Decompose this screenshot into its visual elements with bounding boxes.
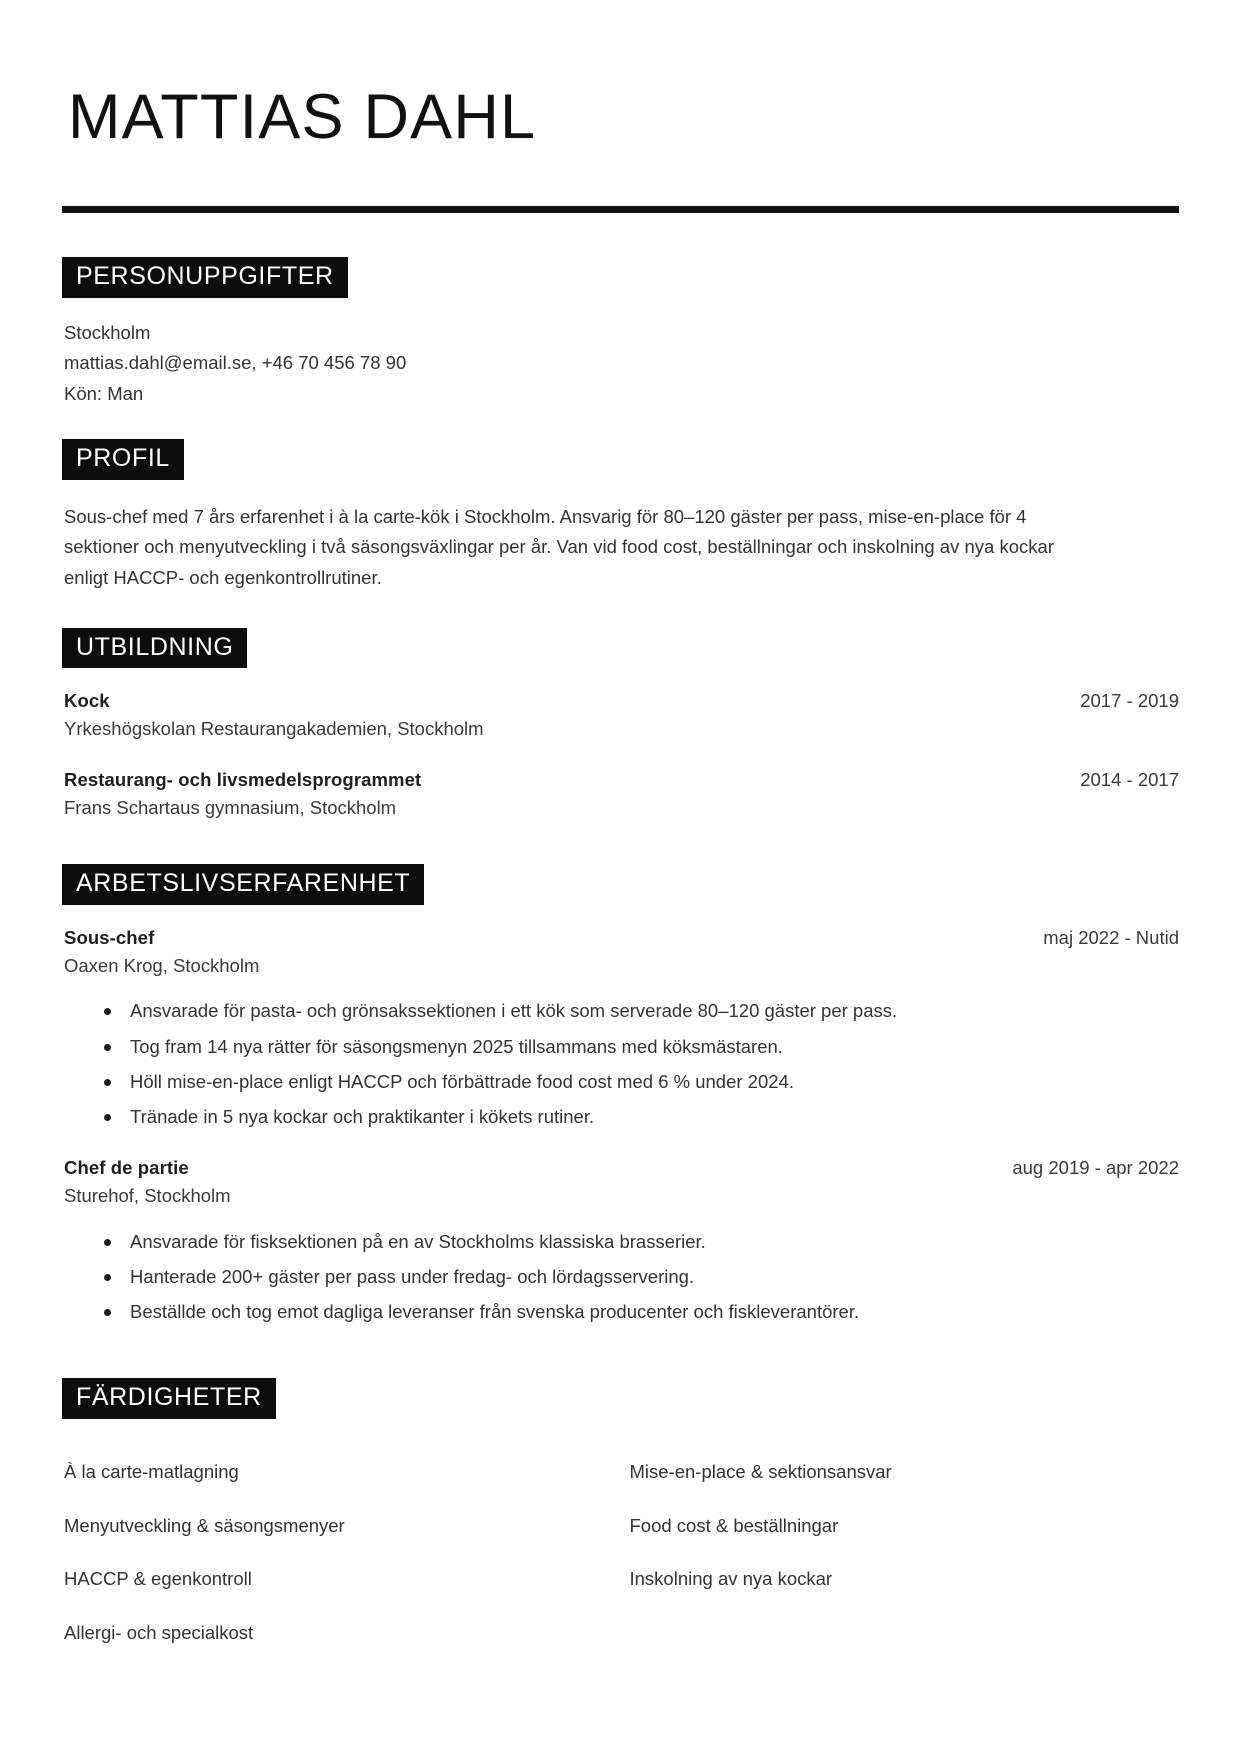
- profile-summary-text: Sous-chef med 7 års erfarenhet i à la carte-kök i Stockholm. Ansvarig för 80–120 gäster per pass, mise-en-place för 4 sektioner och menyutveckling i två säsongsväxlingar per år. Van vid food cost, beställningar och inskolning av nya kockar enligt HACCP- och egenkontrollrutiner.: [64, 505, 1054, 589]
- section-profile: [62, 439, 1179, 594]
- education-entries: [62, 690, 1179, 822]
- experience-company: Oaxen Krog, Stockholm: [64, 954, 260, 976]
- list-item: Hanterade 200+ gäster per pass under fredag- och lördagsservering.: [104, 1263, 1179, 1291]
- layout-spacer: [62, 1352, 1179, 1378]
- section-heading-experience: ARBETSLIVSERFARENHET: [62, 864, 424, 905]
- list-item: Tränade in 5 nya kockar och praktikanter i kökets rutiner.: [104, 1103, 1179, 1131]
- list-item: Tog fram 14 nya rätter för säsongsmenyn 2025 tillsammans med köksmästaren.: [104, 1033, 1179, 1061]
- section-heading-skills: FÄRDIGHETER: [62, 1378, 276, 1419]
- experience-company: Sturehof, Stockholm: [64, 1184, 231, 1206]
- education-entry-header: [64, 769, 1179, 791]
- list-item: Ansvarade för pasta- och grönsakssektionen i ett kök som serverade 80–120 gäster per pass.: [104, 997, 1179, 1025]
- experience-date-range: aug 2019 - apr 2022: [1012, 1156, 1179, 1178]
- experience-job-title: Chef de partie: [64, 1156, 189, 1178]
- skill-item: HACCP & egenkontroll: [64, 1568, 252, 1590]
- skill-item: Mise-en-place & sektionsansvar: [629, 1460, 892, 1482]
- contact-gender: Kön: Man: [64, 382, 144, 404]
- skill-item: Menyutveckling & säsongsmenyer: [64, 1514, 345, 1536]
- page-title: MATTIAS DAHL: [68, 82, 537, 152]
- education-institution: Yrkeshögskolan Restaurangakademien, Stockholm: [64, 718, 484, 740]
- experience-entry: [64, 927, 1179, 1131]
- education-entry: [64, 690, 1179, 743]
- experience-entries: [62, 927, 1179, 1326]
- section-heading-education: UTBILDNING: [62, 628, 247, 669]
- profile-block: [62, 502, 1062, 594]
- layout-spacer: [62, 848, 1179, 864]
- header-divider: [62, 206, 1179, 213]
- contact-email-phone: mattias.dahl@email.se, +46 70 456 78 90: [64, 352, 407, 374]
- section-heading-personal: PERSONUPPGIFTER: [62, 257, 348, 298]
- skill-item: Allergi- och specialkost: [64, 1622, 254, 1643]
- section-skills: [62, 1378, 1179, 1660]
- section-heading-profile: PROFIL: [62, 439, 184, 480]
- section-personal-details: [62, 257, 1179, 409]
- list-item: Höll mise-en-place enligt HACCP och förbättrade food cost med 6 % under 2024.: [104, 1068, 1179, 1096]
- experience-entry-header: [64, 1157, 1179, 1179]
- education-degree-title: Restaurang- och livsmedelsprogrammet: [64, 769, 422, 791]
- skill-item: Inskolning av nya kockar: [629, 1568, 833, 1590]
- experience-entry-header: [64, 927, 1179, 949]
- section-education: [62, 628, 1179, 822]
- education-degree-title: Kock: [64, 690, 110, 712]
- education-entry-header: [64, 690, 1179, 712]
- skill-item: Food cost & beställningar: [629, 1514, 839, 1536]
- experience-job-title: Sous-chef: [64, 926, 155, 948]
- experience-bullet-list: [64, 997, 1179, 1130]
- skill-item: À la carte-matlagning: [64, 1460, 239, 1482]
- education-date-range: 2014 - 2017: [1080, 769, 1179, 791]
- experience-entry: [64, 1157, 1179, 1326]
- skills-grid: [62, 1445, 1179, 1660]
- education-entry: [64, 769, 1179, 822]
- section-work-experience: [62, 864, 1179, 1326]
- experience-date-range: maj 2022 - Nutid: [1043, 926, 1179, 948]
- experience-bullet-list: [64, 1228, 1179, 1326]
- list-item: Beställde och tog emot dagliga leveranser från svenska producenter och fiskleverantörer.: [104, 1298, 1179, 1326]
- list-item: Ansvarade för fisksektionen på en av Stockholms klassiska brasserier.: [104, 1228, 1179, 1256]
- contact-location: Stockholm: [64, 321, 151, 343]
- education-date-range: 2017 - 2019: [1080, 690, 1179, 712]
- contact-block: [62, 318, 1179, 409]
- education-institution: Frans Schartaus gymnasium, Stockholm: [64, 797, 397, 819]
